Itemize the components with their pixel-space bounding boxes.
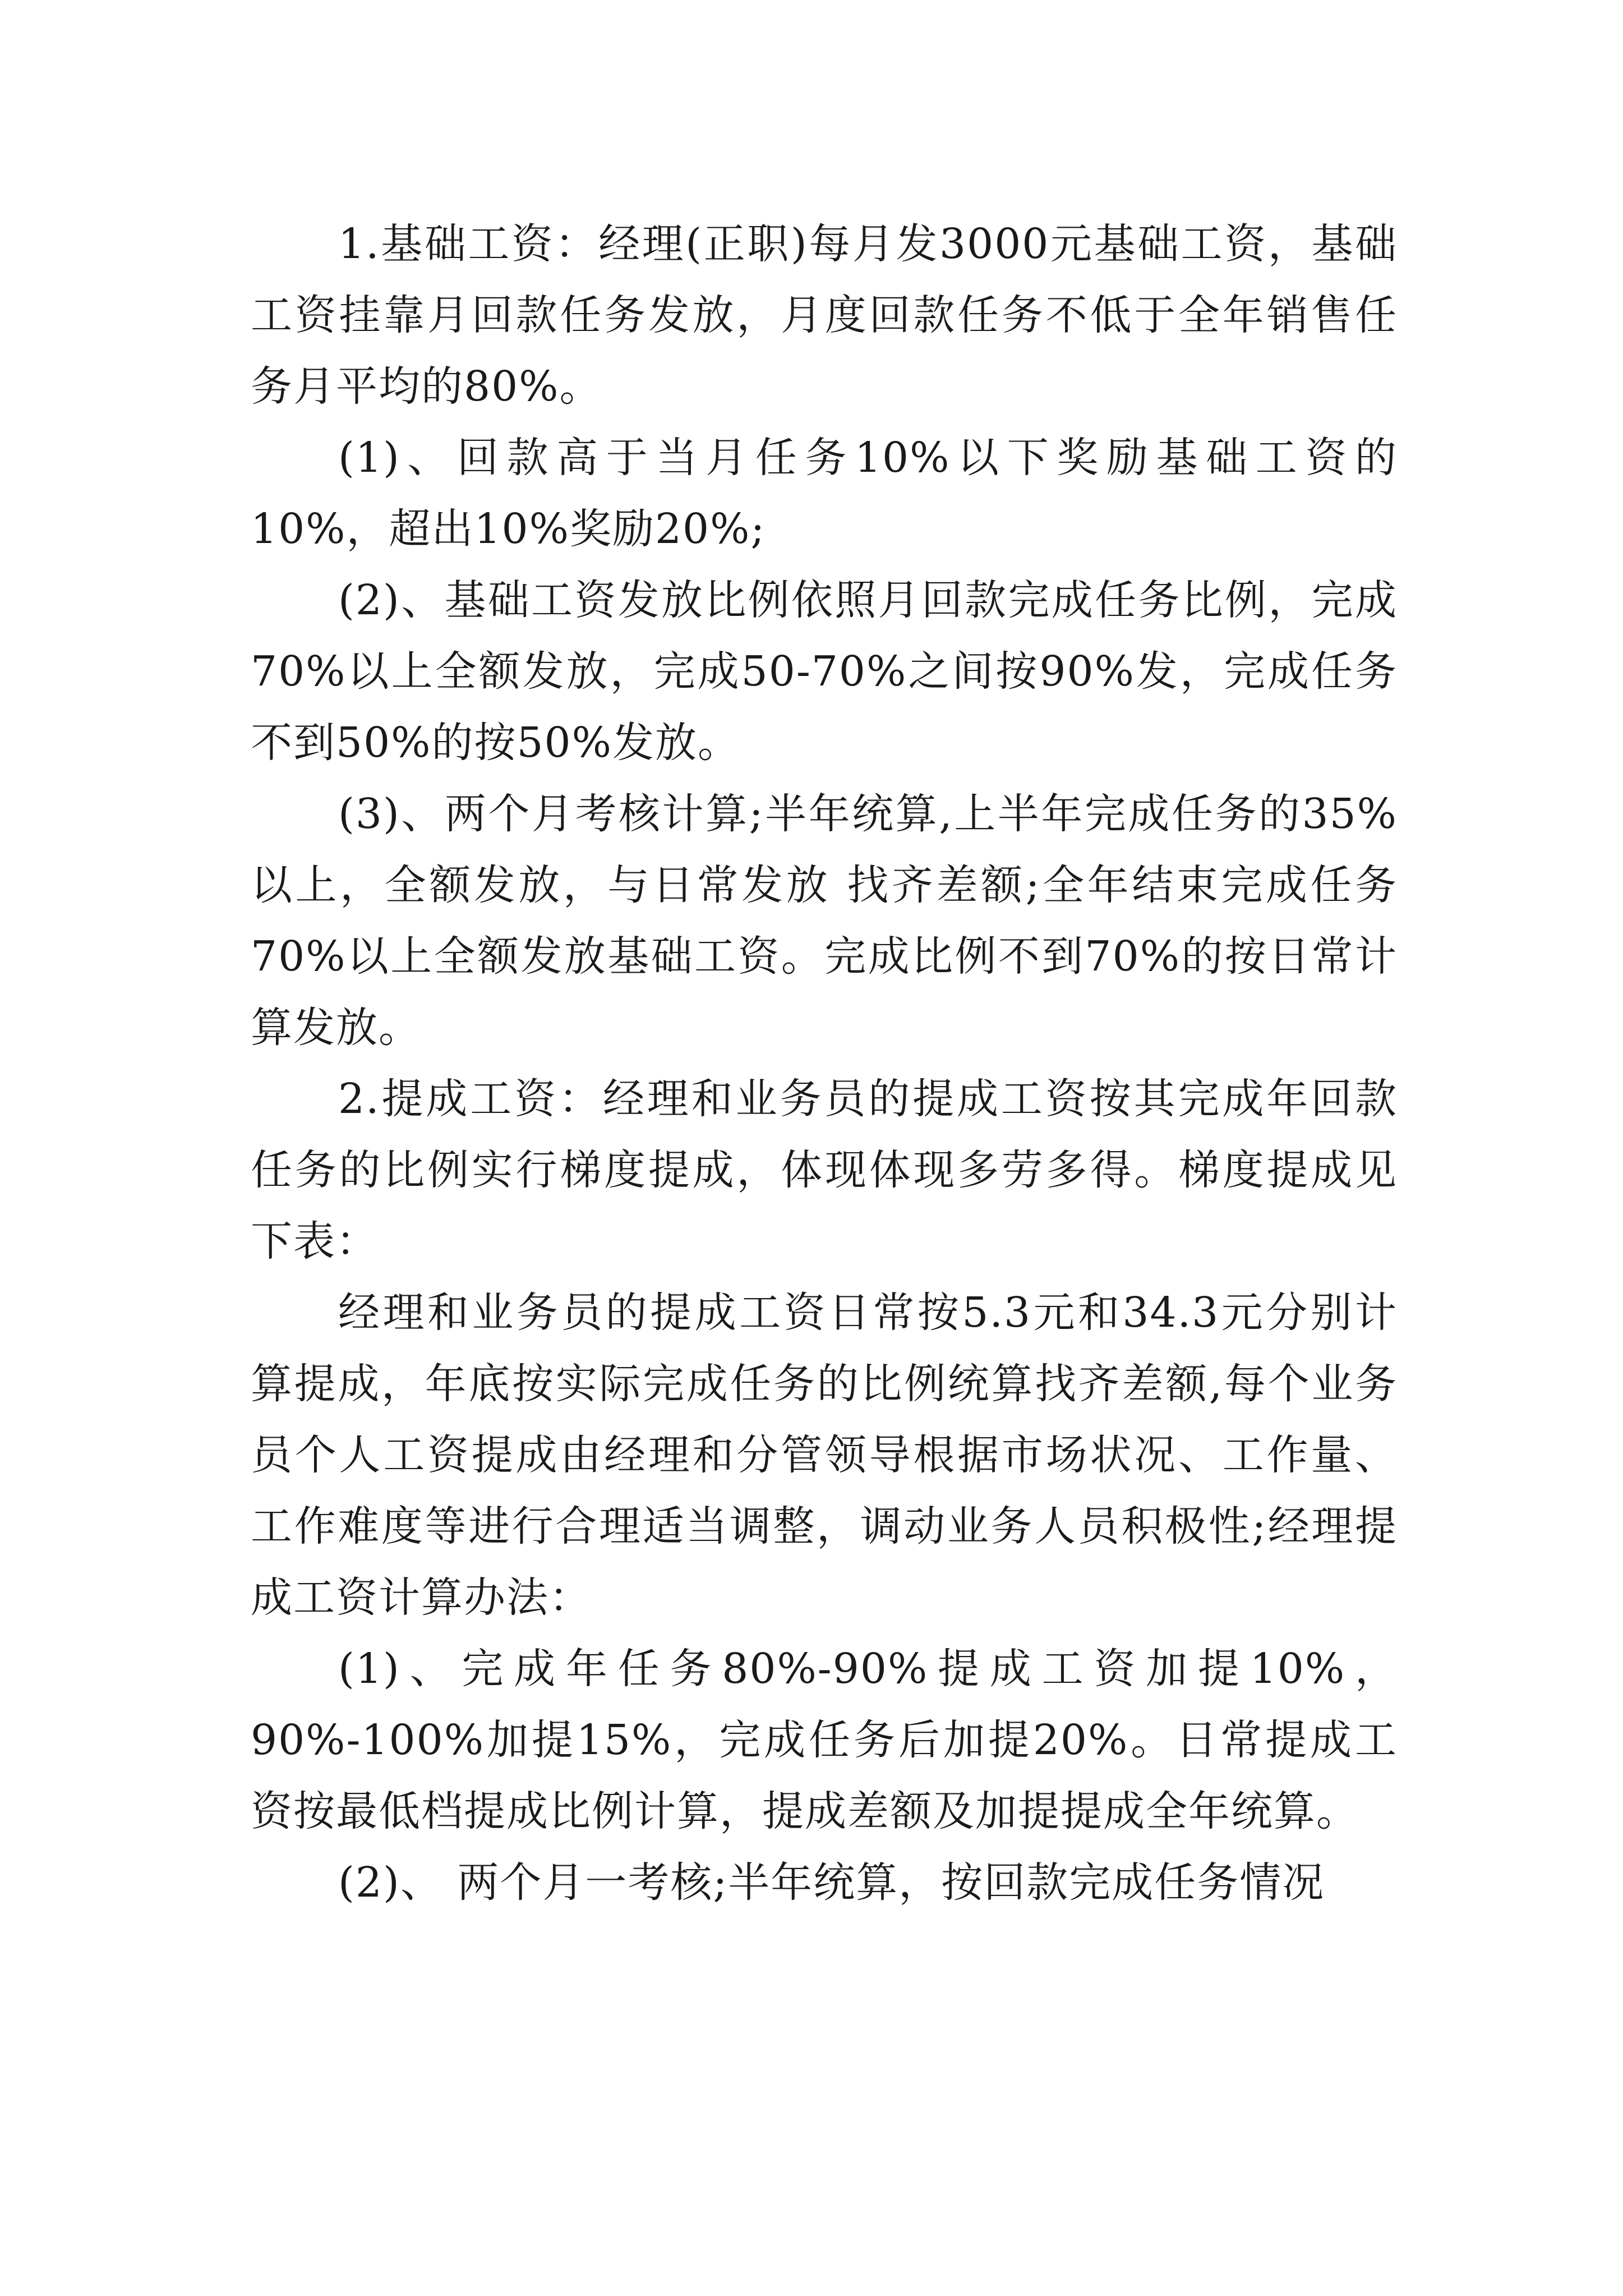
- paragraph-item-3: (3)、两个月考核计算;半年统算,上半年完成任务的35%以上，全额发放，与日常发放 找齐差额;全年结束完成任务70%以上全额发放基础工资。完成比例不到70%的按日常计算发放。: [251, 790, 1398, 1052]
- paragraph-base-salary: 1.基础工资：经理(正职)每月发3000元基础工资，基础工资挂靠月回款任务发放，月度回款任务不低于全年销售任务月平均的80%。: [251, 220, 1398, 411]
- paragraph-item-2: (2)、基础工资发放比例依照月回款完成任务比例，完成70%以上全额发放，完成50-70%之间按90%发，完成任务不到50%的按50%发放。: [251, 576, 1398, 767]
- paragraph-commission-detail: 经理和业务员的提成工资日常按5.3元和34.3元分别计算提成，年底按实际完成任务的比例统算找齐差额,每个业务员个人工资提成由经理和分管领导根据市场状况、工作量、工作难度等进行合理适当调整，调动业务人员积极性;经理提成工资计算办法：: [251, 1289, 1398, 1622]
- document-body: [251, 209, 1398, 1918]
- paragraph-commission-item-2: (2)、 两个月一考核;半年统算，按回款完成任务情况: [338, 1858, 1325, 1907]
- paragraph-item-1: (1)、回款高于当月任务10%以下奖励基础工资的10%，超出10%奖励20%;: [251, 434, 1398, 553]
- paragraph-commission-item-1: (1)、完成年任务80%-90%提成工资加提10%，90%-100%加提15%，完成任务后加提20%。日常提成工资按最低档提成比例计算，提成差额及加提提成全年统算。: [251, 1645, 1398, 1835]
- paragraph-commission: 2.提成工资：经理和业务员的提成工资按其完成年回款任务的比例实行梯度提成，体现体现多劳多得。梯度提成见下表：: [251, 1075, 1398, 1266]
